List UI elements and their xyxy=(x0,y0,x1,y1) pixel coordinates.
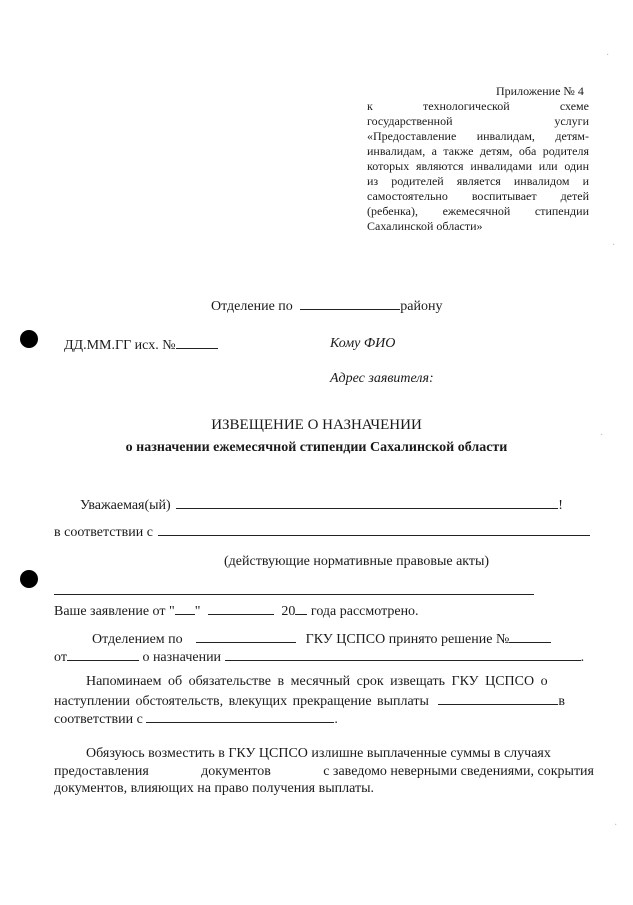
appendix-line: из родителей является инвалидом и xyxy=(367,174,589,188)
appendix-line xyxy=(367,99,589,114)
appendix-block xyxy=(367,99,589,234)
recipient-address: Адрес заявителя: xyxy=(330,371,434,386)
obligation-line-1: Обязуюсь возместить в ГКУ ЦСПСО излишне выплаченные суммы в случаях xyxy=(86,746,551,761)
decision-number-field[interactable] xyxy=(509,630,551,643)
greeting-label: Уважаемая(ый) xyxy=(80,498,171,513)
appendix-word: схеме xyxy=(559,99,589,113)
department-prefix: Отделение по xyxy=(211,299,293,314)
reminder-text: Напоминаем об обязательстве в месячный срок извещать ГКУ ЦСПСО о xyxy=(86,674,548,689)
application-line xyxy=(54,602,419,620)
recipient-name: Кому ФИО xyxy=(330,336,396,351)
reminder-line-1 xyxy=(54,674,594,690)
obligation-word: с заведомо неверными сведениями, сокрытия xyxy=(323,764,594,779)
application-text: Ваше заявление от " xyxy=(54,604,175,619)
appendix-line xyxy=(367,114,589,129)
application-month-field[interactable] xyxy=(208,602,274,615)
reminder-text: наступлении обстоятельств, влекущих прекращение выплаты xyxy=(54,694,429,709)
notice-title: ИЗВЕЩЕНИЕ О НАЗНАЧЕНИИ xyxy=(211,417,422,433)
decision-line-2 xyxy=(54,648,584,666)
appendix-line: самостоятельно воспитывает детей xyxy=(367,189,589,203)
appendix-line: инвалидам, а также детям, оба родителя xyxy=(367,144,589,158)
department-suffix: району xyxy=(400,299,443,314)
acts-field[interactable] xyxy=(54,594,534,595)
reminder-text: . xyxy=(334,712,338,727)
reminder-line-2 xyxy=(54,692,565,710)
decision-text: от xyxy=(54,650,67,665)
obligation-line-3: документов, влияющих на право получения выплаты. xyxy=(54,781,374,796)
scan-noise: · xyxy=(614,820,618,831)
obligation-line-2 xyxy=(54,764,594,780)
decision-text: ГКУ ЦСПСО принято решение № xyxy=(305,632,510,647)
reminder-text: соответствии с xyxy=(54,712,143,727)
outgoing-number-field[interactable] xyxy=(176,336,218,349)
appendix-line: которых являются инвалидами или один xyxy=(367,159,589,173)
decision-text: о назначении xyxy=(142,650,222,665)
application-text: года рассмотрено. xyxy=(310,604,419,619)
application-year-field[interactable] xyxy=(295,602,307,615)
outgoing-number xyxy=(64,336,218,354)
reminder-basis-field[interactable] xyxy=(146,710,334,723)
obligation-word: документов xyxy=(201,764,271,779)
outgoing-label: ДД.ММ.ГГ исх. № xyxy=(64,338,176,353)
appendix-title: Приложение № 4 xyxy=(496,84,584,98)
application-day-field[interactable] xyxy=(175,602,195,615)
reminder-field[interactable] xyxy=(438,692,558,705)
greeting-exclamation: ! xyxy=(558,498,563,513)
reminder-line-3 xyxy=(54,710,338,728)
decision-line xyxy=(54,630,594,648)
scan-noise: · xyxy=(612,240,616,251)
greeting-line xyxy=(80,496,563,514)
appendix-line: «Предоставление инвалидам, детям- xyxy=(367,129,589,143)
obligation-word: предоставления xyxy=(54,764,149,779)
appendix-word: к xyxy=(367,99,373,113)
reminder-text: в xyxy=(558,694,566,709)
accordance-field[interactable] xyxy=(158,523,590,536)
department-line xyxy=(211,297,442,315)
punch-hole-top xyxy=(20,330,38,348)
decision-department-field[interactable] xyxy=(196,630,296,643)
decision-date-field[interactable] xyxy=(67,648,139,661)
decision-assignment-field[interactable] xyxy=(225,648,581,661)
decision-text: Отделением по xyxy=(92,632,183,647)
accordance-label: в соответствии с xyxy=(54,525,153,540)
appendix-word: услуги xyxy=(554,114,589,128)
scan-noise: · xyxy=(606,50,610,61)
appendix-word: технологической xyxy=(423,99,510,113)
acts-note: (действующие нормативные правовые акты) xyxy=(224,554,490,569)
appendix-word: государственной xyxy=(367,114,453,128)
accordance-line xyxy=(54,523,590,541)
punch-hole-bottom xyxy=(20,570,38,588)
decision-text: . xyxy=(580,650,585,665)
application-text: 20 xyxy=(281,604,296,619)
scan-noise: · xyxy=(600,430,604,441)
appendix-line: Сахалинской области» xyxy=(367,219,483,233)
application-text: " xyxy=(194,604,201,619)
notice-subtitle: о назначении ежемесячной стипендии Сахалинской области xyxy=(125,440,508,455)
recipient-name-field[interactable] xyxy=(176,496,558,509)
appendix-line: (ребенка), ежемесячной стипендии xyxy=(367,204,589,218)
district-field[interactable] xyxy=(300,297,400,310)
